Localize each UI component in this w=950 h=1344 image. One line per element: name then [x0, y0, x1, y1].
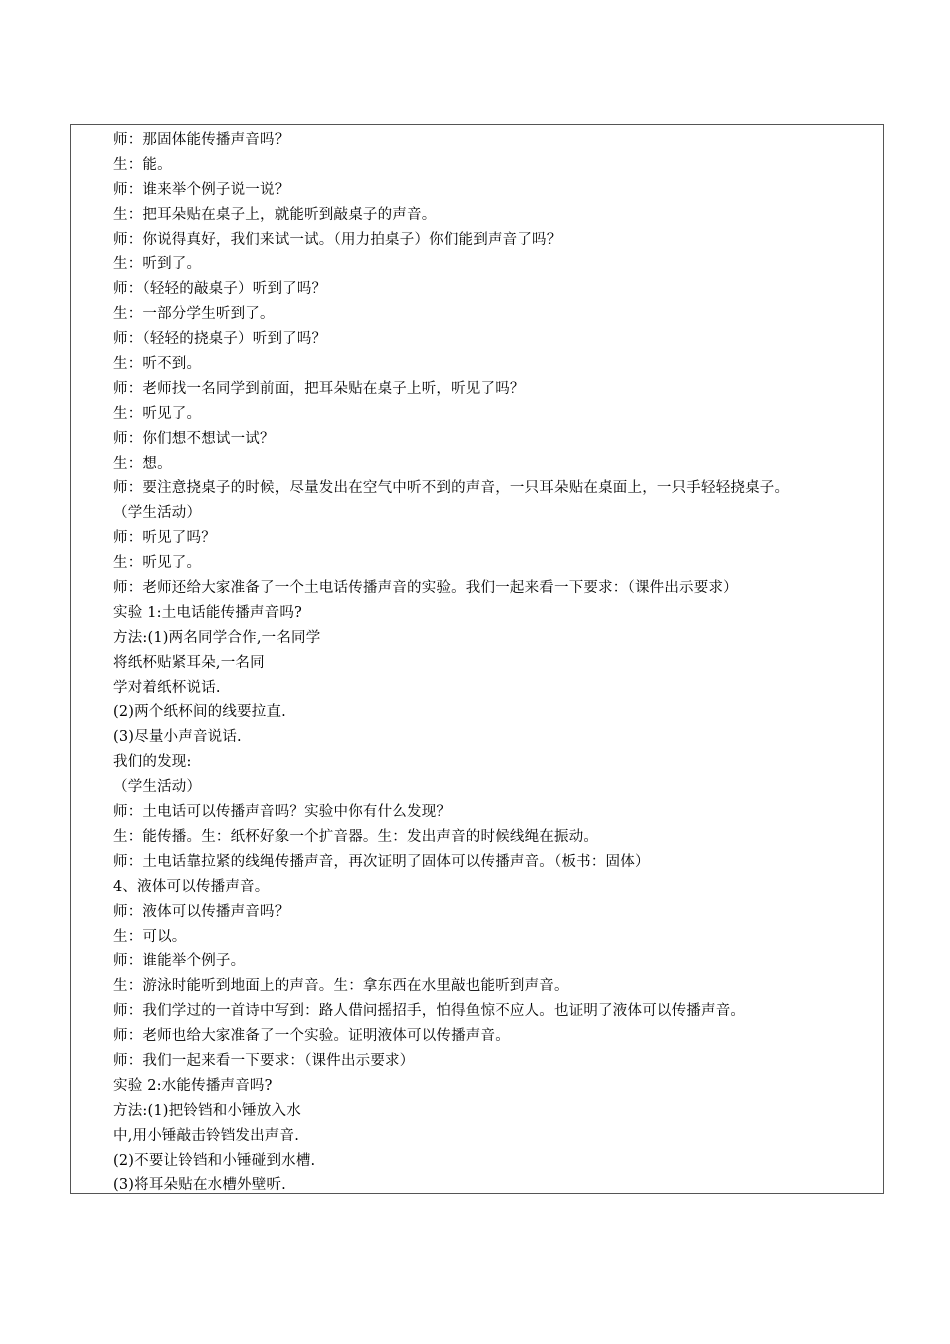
experiment-method-line: 方法:(1)两名同学合作,一名同学: [113, 629, 321, 646]
lesson-transcript: [113, 128, 878, 1198]
text-line: 生：听见了。: [113, 405, 202, 422]
experiment-method-line: (3)将耳朵贴在水槽外壁听.: [113, 1177, 286, 1194]
text-line: 师：（轻轻的敲桌子）听到了吗？: [113, 281, 327, 298]
text-line: 生：一部分学生听到了。: [113, 306, 275, 323]
text-line: 生：听见了。: [113, 555, 202, 572]
text-line: 我们的发现:: [113, 754, 192, 771]
text-line: 师：要注意挠桌子的时候，尽量发出在空气中听不到的声音，一只耳朵贴在桌面上，一只手轻轻挠桌子。: [113, 480, 790, 497]
text-line: 师：老师也给大家准备了一个实验。证明液体可以传播声音。: [113, 1028, 510, 1045]
text-line: 师：我们一起来看一下要求：（课件出示要求）: [113, 1052, 415, 1069]
text-line: 师：谁来举个例子说一说？: [113, 181, 290, 198]
text-line: 师：土电话可以传播声音吗？实验中你有什么发现？: [113, 804, 452, 821]
text-line: 师：你说得真好，我们来试一试。（用力拍桌子）你们能到声音了吗？: [113, 231, 562, 248]
text-line: 生：能。: [113, 156, 172, 173]
experiment-method-line: 中,用小锤敲击铃铛发出声音.: [113, 1127, 300, 1144]
text-line: （学生活动）: [113, 779, 202, 796]
text-line: 师：谁能举个例子。: [113, 953, 246, 970]
text-line: （学生活动）: [113, 505, 202, 522]
text-line: 生：可以。: [113, 928, 187, 945]
section-heading: 4、液体可以传播声音。: [113, 878, 270, 895]
experiment-method-line: 学对着纸杯说话.: [113, 679, 221, 696]
text-line: 生：能传播。生：纸杯好象一个扩音器。生：发出声音的时候线绳在振动。: [113, 828, 599, 845]
text-line: 师：我们学过的一首诗中写到：路人借问摇招手，怕得鱼惊不应人。也证明了液体可以传播声音。: [113, 1003, 746, 1020]
text-line: 师：老师找一名同学到前面，把耳朵贴在桌子上听，听见了吗？: [113, 380, 525, 397]
text-line: 师：土电话靠拉紧的线绳传播声音，再次证明了固体可以传播声音。（板书：固体）: [113, 853, 650, 870]
text-line: 生：想。: [113, 455, 172, 472]
text-line: 生：听到了。: [113, 256, 202, 273]
text-line: 师：那固体能传播声音吗？: [113, 132, 290, 148]
text-line: 师：听见了吗？: [113, 530, 216, 547]
experiment-method-line: 方法:(1)把铃铛和小锤放入水: [113, 1102, 301, 1119]
text-line: 生：把耳朵贴在桌子上，就能听到敲桌子的声音。: [113, 206, 437, 223]
experiment-method-line: (3)尽量小声音说话.: [113, 729, 242, 746]
text-line: 生：听不到。: [113, 356, 202, 373]
text-line: 师：你们想不想试一试？: [113, 430, 275, 447]
text-line: 师：液体可以传播声音吗？: [113, 903, 290, 920]
text-line: 师：（轻轻的挠桌子）听到了吗？: [113, 331, 327, 348]
experiment-title: 实验 1:土电话能传播声音吗?: [113, 604, 302, 621]
experiment-method-line: (2)两个纸杯间的线要拉直.: [113, 704, 286, 721]
text-line: 生：游泳时能听到地面上的声音。生：拿东西在水里敲也能听到声音。: [113, 978, 569, 995]
experiment-method-line: 将纸杯贴紧耳朵,一名同: [113, 654, 265, 671]
experiment-method-line: (2)不要让铃铛和小锤碰到水槽.: [113, 1152, 316, 1169]
text-line: 师：老师还给大家准备了一个土电话传播声音的实验。我们一起来看一下要求：（课件出示要求）: [113, 580, 738, 597]
experiment-title: 实验 2:水能传播声音吗?: [113, 1077, 273, 1094]
